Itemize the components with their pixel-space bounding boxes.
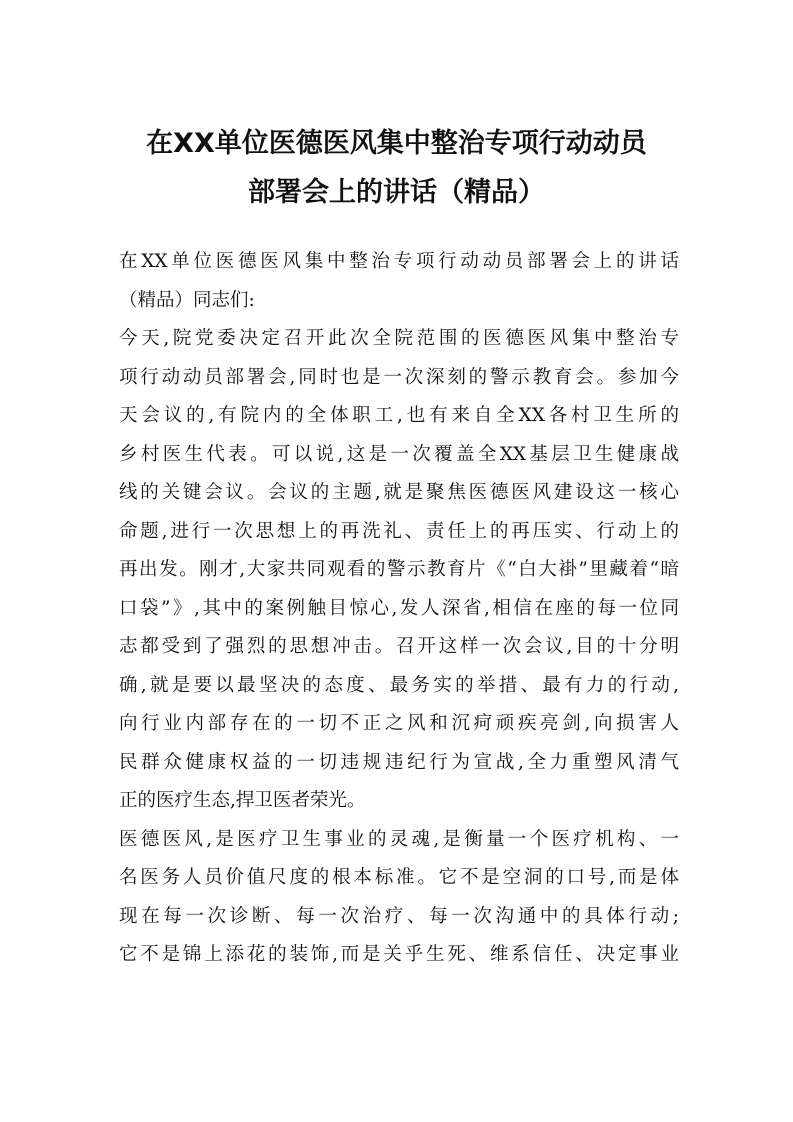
- document-title-line-2: 部署会上的讲话（精品）: [248, 177, 545, 208]
- body-line: （精品）同志们:: [119, 289, 255, 311]
- body-line: 正的医疗生态,捍卫医者荣光。: [119, 790, 366, 811]
- body-line: 它不是锦上添花的装饰,而是关乎生死、维系信任、决定事业: [119, 944, 679, 965]
- body-line: 乡村医生代表。可以说,这是一次覆盖全XX基层卫生健康战: [119, 443, 679, 465]
- body-line: 项行动动员部署会,同时也是一次深刻的警示教育会。参加今: [119, 366, 679, 388]
- body-line: 医德医风,是医疗卫生事业的灵魂,是衡量一个医疗机构、一: [119, 828, 679, 850]
- body-line: 线的关键会议。会议的主题,就是聚焦医德医风建设这一核心: [119, 482, 679, 503]
- document-title-line-1: 在XX单位医德医风集中整治专项行动动员: [146, 128, 647, 159]
- body-line: 再出发。刚才,大家共同观看的警示教育片《“白大褂”里藏着“暗: [119, 559, 679, 580]
- body-line: 名医务人员价值尺度的根本标准。它不是空洞的口号,而是体: [119, 867, 679, 888]
- body-line: 志都受到了强烈的思想冲击。召开这样一次会议,目的十分明: [119, 636, 679, 657]
- body-line: 天会议的,有院内的全体职工,也有来自全XX各村卫生所的: [119, 405, 679, 426]
- body-line: 口袋”》,其中的案例触目惊心,发人深省,相信在座的每一位同: [119, 597, 679, 619]
- body-line: 向行业内部存在的一切不正之风和沉疴顽疾亮剑,向损害人: [119, 713, 679, 734]
- body-line: 在XX单位医德医风集中整治专项行动动员部署会上的讲话: [119, 251, 679, 272]
- body-line: 命题,进行一次思想上的再洗礼、责任上的再压实、行动上的: [119, 520, 679, 542]
- body-line: 民群众健康权益的一切违规违纪行为宣战,全力重塑风清气: [119, 751, 679, 773]
- document-body: [119, 243, 679, 975]
- body-line: 今天,院党委决定召开此次全院范围的医德医风集中整治专: [119, 328, 679, 349]
- body-line: 现在每一次诊断、每一次治疗、每一次沟通中的具体行动;: [119, 905, 679, 927]
- body-line: 确,就是要以最坚决的态度、最务实的举措、最有力的行动,: [119, 674, 679, 696]
